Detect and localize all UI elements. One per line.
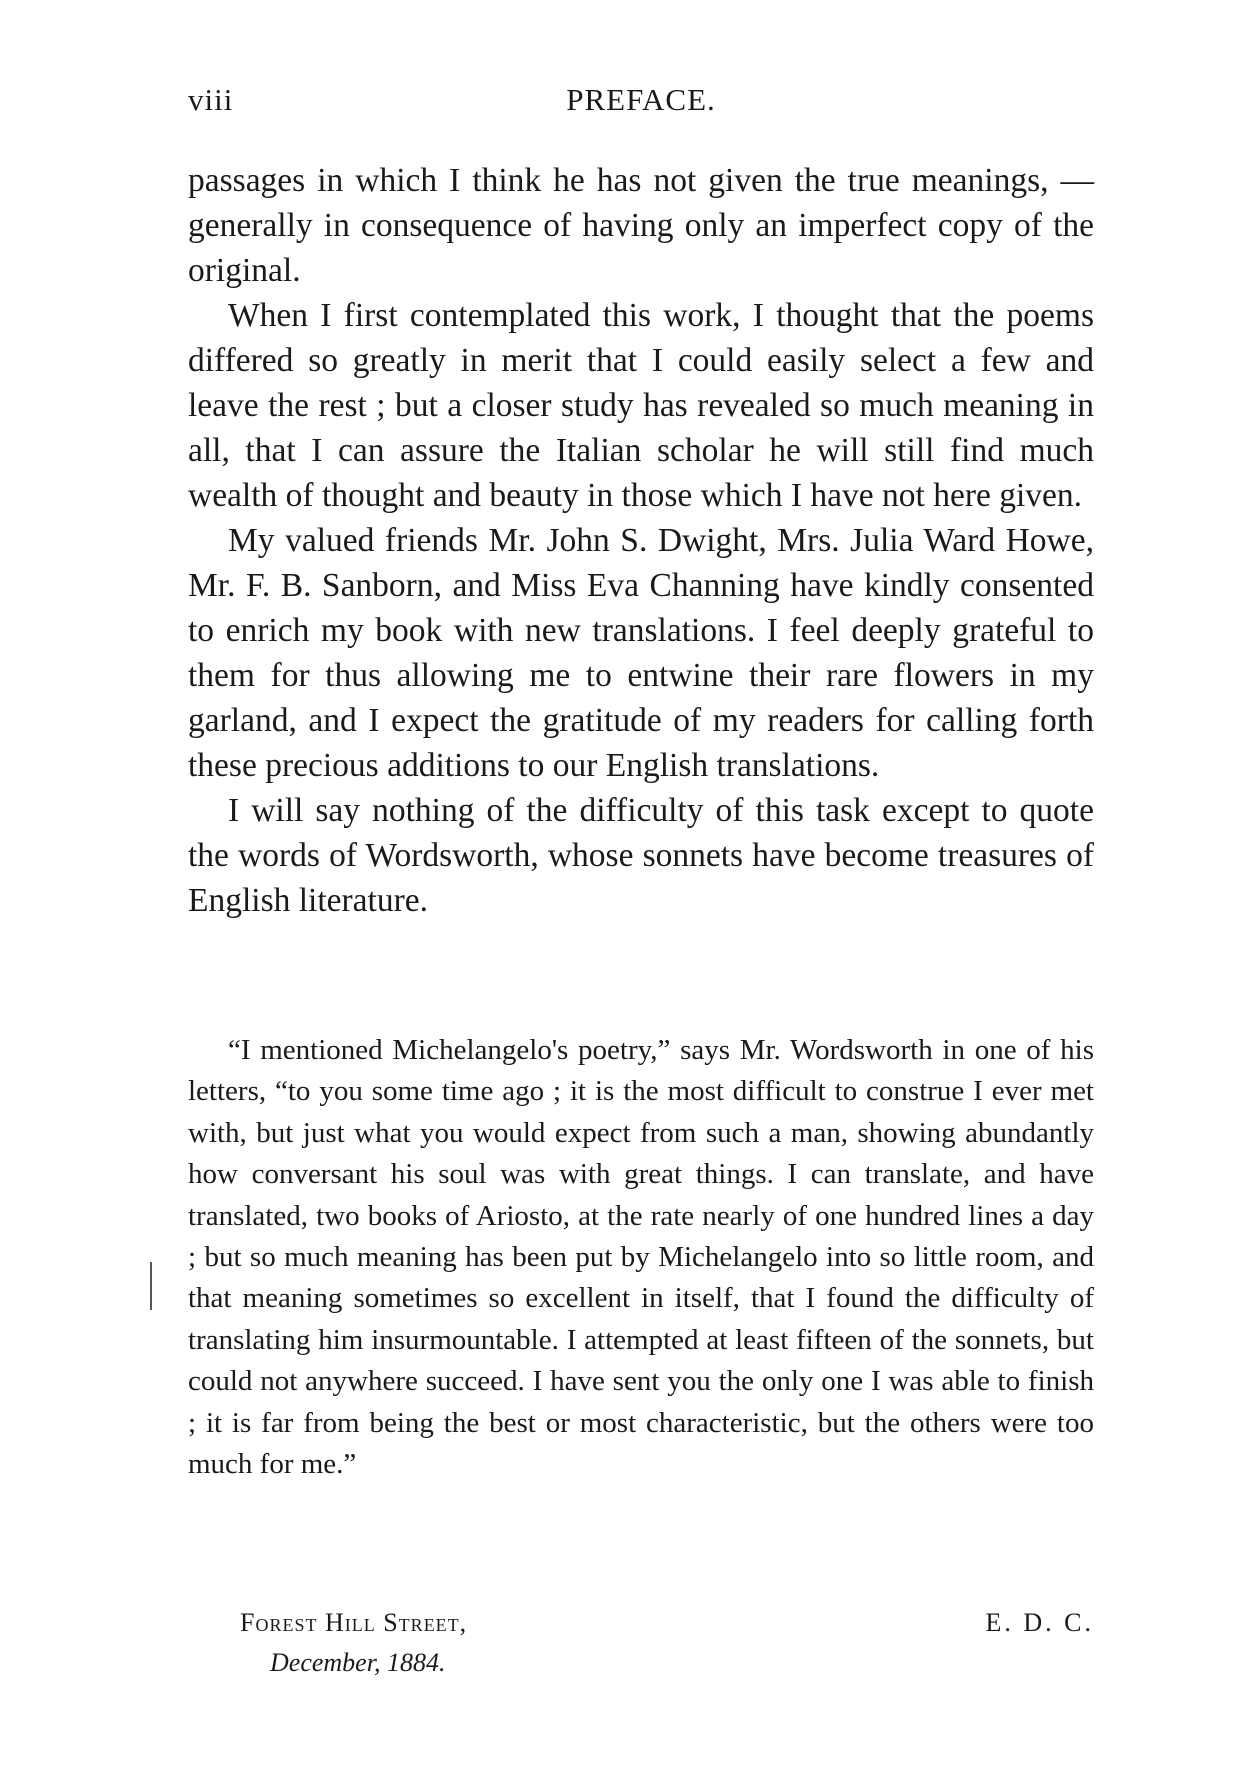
page-number: viii bbox=[188, 82, 234, 117]
signoff-date: December, 1884. bbox=[270, 1648, 446, 1677]
signoff bbox=[240, 1608, 1094, 1688]
paragraph: I will say nothing of the difficulty of this task except to quote the words of Wordsworth, whose sonnets have become treasures of English literature. bbox=[188, 792, 1094, 919]
paragraph-continued: passages in which I think he has not given the true meanings, — generally in consequence of having only an imperfect copy of the original. bbox=[188, 162, 1094, 289]
preface-body bbox=[188, 158, 1094, 923]
author-initials: E. D. C. bbox=[985, 1608, 1094, 1637]
paragraph: My valued friends Mr. John S. Dwight, Mrs. Julia Ward Howe, Mr. F. B. Sanborn, and Miss Eva Channing have kindly consented to enrich my book with new translations. I feel deeply grateful to them for thus allowing me to entwine their rare flowers in my garland, and I expect the gratitude of my readers for calling forth these precious additions to our English translations. bbox=[188, 522, 1094, 784]
signoff-place: Forest Hill Street, bbox=[240, 1608, 468, 1637]
paragraph: When I first contemplated this work, I thought that the poems differed so greatly in merit that I could easily select a few and leave the rest ; but a closer study has revealed so much meaning in all, that I can assure the Italian scholar he will still find much wealth of thought and beauty in those which I have not here given. bbox=[188, 297, 1094, 514]
wordsworth-quote: “I mentioned Michelangelo's poetry,” says Mr. Wordsworth in one of his letters, “to you some time ago ; it is the most difficult to construe I ever met with, but just what you would expect from such a man, showing abundantly how conversant his soul was with great things. I can translate, and have translated, two books of Ariosto, at the rate nearly of one hundred lines a day ; but so much meaning has been put by Michelangelo into so little room, and that meaning sometimes so excellent in itself, that I found the difficulty of translating him insurmountable. I attempted at least fifteen of the sonnets, but could not anywhere succeed. I have sent you the only one I was able to finish ; it is far from being the best or most characteristic, but the others were too much for me.” bbox=[188, 1034, 1094, 1481]
running-head bbox=[188, 82, 1094, 122]
margin-mark bbox=[150, 1262, 152, 1310]
running-title: PREFACE. bbox=[566, 82, 716, 117]
